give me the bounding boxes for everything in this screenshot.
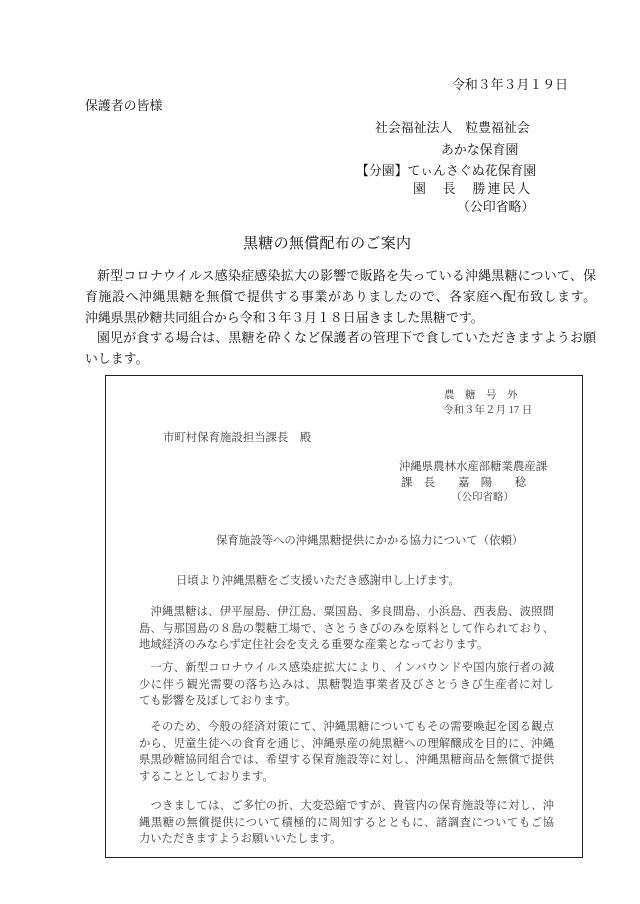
letter-line: ても影響を及ぼしております。 xyxy=(139,695,297,708)
letter-line: から、児童生徒への食育を通じ、沖縄県産の純黒糖への理解醸成を目的に、沖縄 xyxy=(139,737,554,750)
letter-greeting: 日頃より沖縄黒糖をご支援いただき感謝申し上げます。 xyxy=(176,575,460,587)
letter-sender-name: 課 長 嘉 陽 稔 xyxy=(401,477,527,489)
letter-line: 島、与那国島の８島の製糖工場で、さとうきびのみを原料として作られており、 xyxy=(139,622,554,635)
letter-line: 沖縄黒糖は、伊平屋島、伊江島、粟国島、多良間島、小浜島、西表島、波照間 xyxy=(150,606,554,618)
letter-line: 県黒砂糖協同組合では、希望する保育施設等に対し、沖縄黒糖商品を無償で提供 xyxy=(139,754,554,767)
letter-line: することとしております。 xyxy=(139,771,274,784)
sender-seal-note: （公印省略） xyxy=(457,200,535,214)
sender-branch: 【分園】てぃんさぐぬ花保育園 xyxy=(356,164,537,178)
letter-line: 一方、新型コロナウイルス感染症拡大により、インバウンドや国内旅行者の減 xyxy=(150,662,554,674)
letter-paragraph xyxy=(139,660,554,710)
letter-addressee: 市町村保育施設担当課長 殿 xyxy=(163,432,312,444)
letter-paragraph xyxy=(139,798,554,848)
letter-line: 力いただきますようお願いいたします。 xyxy=(139,833,342,846)
letter-line: つきましては、ご多忙の折、大変恐縮ですが、貴管内の保育施設等に対し、沖 xyxy=(150,800,554,812)
letter-line: 縄黒糖の無償提供について積極的に周知するとともに、諸調査についてもご協 xyxy=(139,816,554,829)
notice-paragraph xyxy=(85,328,596,370)
sender-nursery: あかな保育園 xyxy=(441,143,519,157)
letter-line: 地域経済のみならず定住社会を支える重要な産業となっております。 xyxy=(139,639,489,652)
notice-title: 黒糖の無償配布のご案内 xyxy=(243,236,412,252)
notice-line: 育施設へ沖縄黒糖を無償で提供する事業がありましたので、各家庭へ配布致します。 xyxy=(85,289,596,304)
letter-line: そのため、今般の経済対策にて、沖縄黒糖についてもその需要喚起を図る観点 xyxy=(150,721,554,733)
letter-title: 保育施設等への沖縄黒糖提供にかかる協力について（依頼） xyxy=(216,535,524,547)
notice-date: 令和３年３月１９日 xyxy=(452,78,569,92)
recipient: 保護者の皆様 xyxy=(85,99,163,113)
notice-line: 園児が食する場合は、黒糖を砕くなど保護者の管理下で食していただきますようお願 xyxy=(97,331,596,346)
letter-doc-number: 農 糖 号 外 xyxy=(444,390,518,401)
letter-date: 令和３年２月 17 日 xyxy=(443,405,533,416)
notice-body xyxy=(85,266,596,370)
sender-organization: 社会福祉法人 粒豊福祉会 xyxy=(375,121,530,135)
letter-paragraph xyxy=(139,604,554,654)
notice-line: 新型コロナウイルス感染症感染拡大の影響で販路を失っている沖縄黒糖について、保 xyxy=(97,269,596,283)
notice-line: 沖縄県黒砂糖共同組合から令和３年３月１８日届きました黒糖です。 xyxy=(85,310,484,325)
notice-paragraph xyxy=(85,266,596,328)
letter-sender-department: 沖縄県農林水産部糖業農産課 xyxy=(399,461,548,473)
letter-paragraph xyxy=(139,719,554,786)
sender-principal: 園 長 勝連民人 xyxy=(413,182,533,196)
notice-line: いします。 xyxy=(85,352,149,367)
letter-line: 少に伴う観光需要の落ち込みは、黒糖製造事業者及びさとうきび生産者に対し xyxy=(139,678,554,691)
attached-letter xyxy=(105,375,583,858)
letter-seal-note: （公印省略） xyxy=(451,492,514,503)
